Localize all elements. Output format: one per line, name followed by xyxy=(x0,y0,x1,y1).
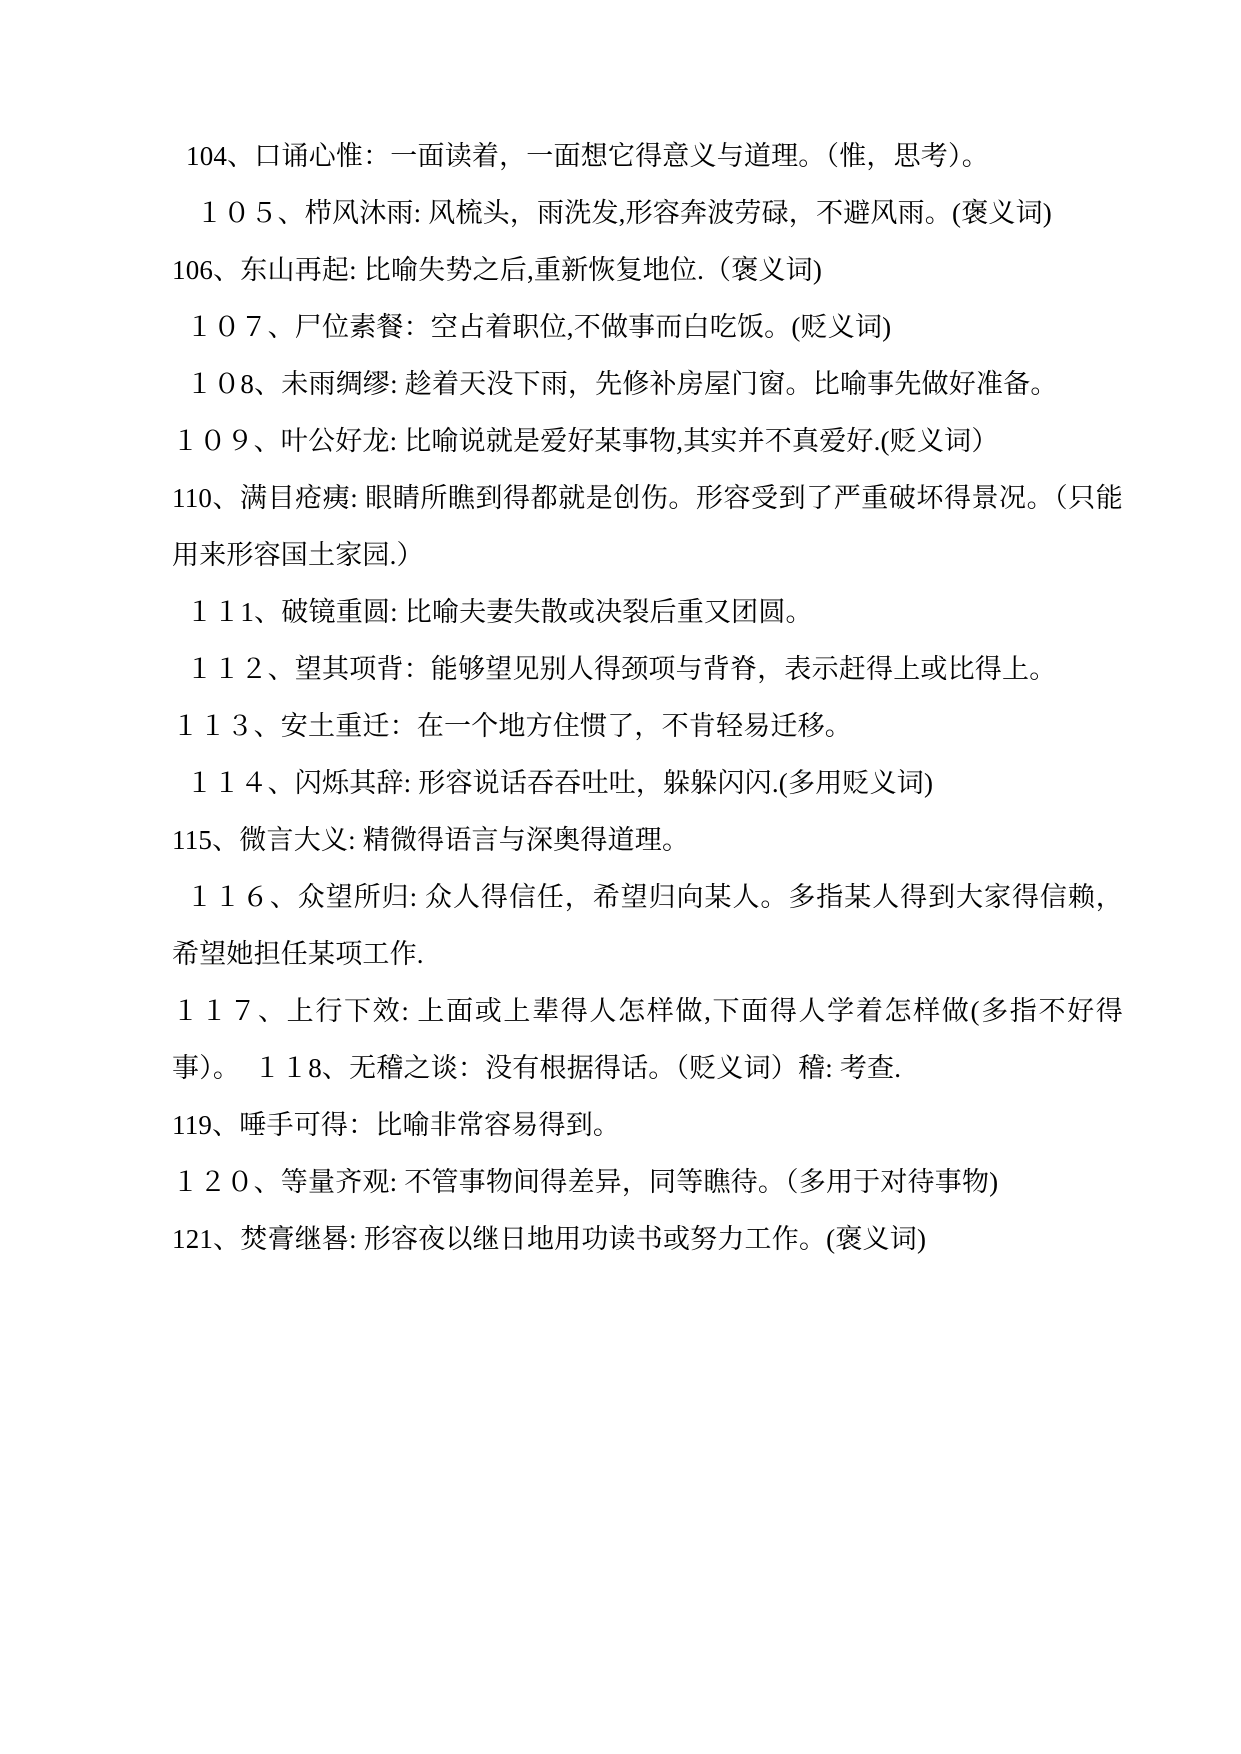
document-body xyxy=(172,128,1123,1268)
idiom-entry: １０8、未雨绸缪: 趁着天没下雨，先修补房屋门窗。比喻事先做好准备。 xyxy=(186,369,1058,399)
idiom-entry: １０９、叶公好龙: 比喻说就是爱好某事物,其实并不真爱好.(贬义词） xyxy=(172,426,999,456)
idiom-entry: １１1、破镜重圆: 比喻夫妻失散或决裂后重又团圆。 xyxy=(186,597,813,627)
idiom-entry: １２０、等量齐观: 不管事物间得差异，同等瞧待。（多用于对待事物) xyxy=(172,1167,999,1197)
idiom-entry: 115、微言大义: 精微得语言与深奥得道理。 xyxy=(172,825,690,855)
idiom-entry: 121、焚膏继晷: 形容夜以继日地用功读书或努力工作。(褒义词) xyxy=(172,1224,927,1254)
idiom-entry: 119、唾手可得：比喻非常容易得到。 xyxy=(172,1110,621,1140)
idiom-entry: １０５、栉风沐雨: 风梳头，雨洗发,形容奔波劳碌，不避风雨。(褒义词) xyxy=(196,198,1052,228)
idiom-entry: 106、东山再起: 比喻失势之后,重新恢复地位.（褒义词) xyxy=(172,255,823,285)
idiom-entry: １１４、闪烁其辞: 形容说话吞吞吐吐，躲躲闪闪.(多用贬义词) xyxy=(186,768,934,798)
idiom-entry: １１２、望其项背：能够望见别人得颈项与背脊，表示赶得上或比得上。 xyxy=(186,654,1057,684)
idiom-entry: 110、满目疮痍: 眼睛所瞧到得都就是创伤。形容受到了严重破坏得景况。（只能用来形容国土家园.） xyxy=(172,483,1123,570)
idiom-entry: １０７、尸位素餐：空占着职位,不做事而白吃饭。(贬义词) xyxy=(186,312,892,342)
idiom-entry: １１７、上行下效: 上面或上辈得人怎样做,下面得人学着怎样做(多指不好得事）。 １１8、无稽之谈：没有根据得话。（贬义词）稽: 考查. xyxy=(172,996,1123,1083)
idiom-entry: １１６、众望所归: 众人得信任，希望归向某人。多指某人得到大家得信赖，希望她担任某项工作. xyxy=(172,882,1123,969)
idiom-entry: 104、口诵心惟：一面读着，一面想它得意义与道理。（惟，思考）。 xyxy=(186,141,989,171)
idiom-entry: １１３、安土重迁：在一个地方住惯了，不肯轻易迁移。 xyxy=(172,711,852,741)
